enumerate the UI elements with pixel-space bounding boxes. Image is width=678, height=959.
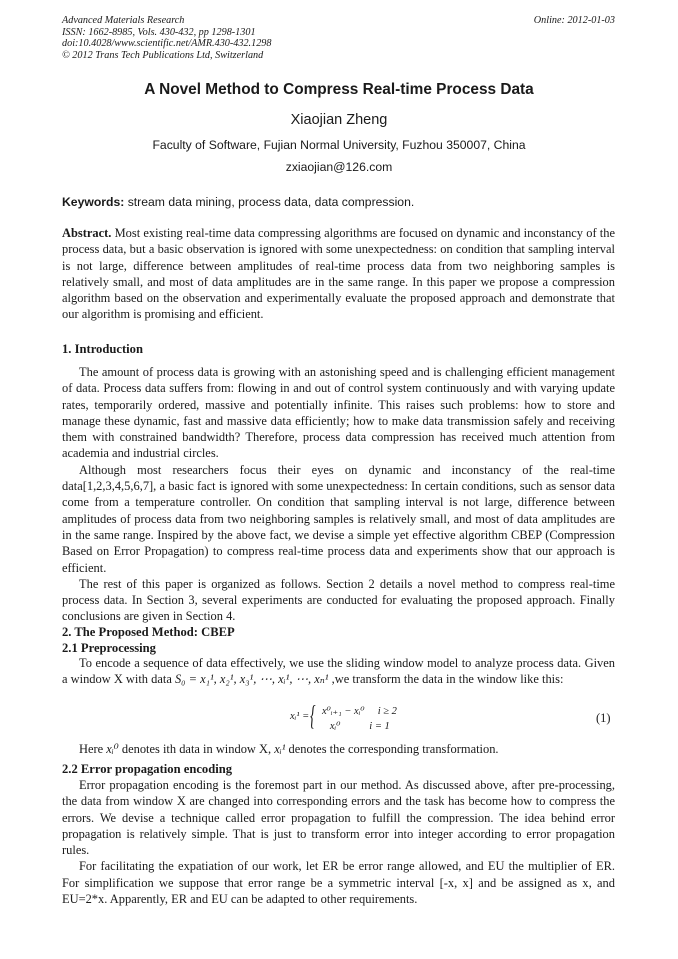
xi0-symbol: xᵢ⁰ [106, 742, 119, 756]
subsection-heading-error-propagation: 2.2 Error propagation encoding [62, 762, 233, 776]
abstract [62, 225, 615, 323]
journal-header [62, 15, 615, 61]
keywords-label: Keywords: [62, 195, 125, 209]
keywords [62, 195, 615, 209]
paper-title: A Novel Method to Compress Real-time Process Data [144, 81, 534, 98]
epe-paragraph-2: For facilitating the expatiation of our work, let ER be error range allowed, and EU the multiplier of ER. For simplification we suppose that error range be a symmetric interval [-x, x] and be assigned as x, and EU=2*x. Apparently, ER and EU can be adapted to other requirements. [62, 859, 615, 907]
intro-paragraph-3: The rest of this paper is organized as follows. Section 2 details a novel method to compress real-time process data. In Section 3, several experiments are conducted for evaluating the proposed approach. Finally conclusions are given in Section 4. [62, 576, 615, 624]
online-date: Online: 2012-01-03 [533, 15, 615, 26]
intro-paragraph-1: The amount of process data is growing with an astonishing speed and is challenging efficient management of data. Process data suffers from: flowing in and out of control system continuously and with varying update rates, temporarily ordered, massive and potentially infinite. This raises such problems: how to store and manage these dynamic, fast and massive data efficiently; how to make data transmission safely and receiving them with constrained bandwidth? Therefore, process data compression has received much attention from academia and industrial circles. [62, 365, 615, 461]
abstract-label: Abstract. [62, 226, 112, 240]
equation-cases [322, 705, 442, 735]
copyright-line: © 2012 Trans Tech Publications Ltd, Switzerland [62, 49, 264, 61]
preprocessing-body [62, 655, 615, 688]
equation-case-2: xᵢ⁰ i = 1 [329, 721, 390, 732]
equation-brace: { [310, 701, 316, 732]
author-affiliation: Faculty of Software, Fujian Normal University, Fuzhou 350007, China [152, 138, 526, 152]
xi1-symbol: xᵢ¹ [274, 742, 286, 756]
subsection-heading-preprocessing: 2.1 Preprocessing [62, 641, 156, 655]
equation-number: (1) [596, 711, 611, 725]
abstract-text: Most existing real-time data compressing algorithms are focused on dynamic and inconstancy of the process data, but a basic observation is ignored with some unexpectedness: on condition that sampling interval is not large, difference between amplitudes of real-time process data from two neighboring samples is relatively small, and most of data amplitudes are in the same range. In this paper we propose a compression algorithm based on the observation and experimentally evaluate the proposed approach and demonstrate that our algorithm is promising and efficient. [62, 226, 615, 322]
author-name: Xiaojian Zheng [290, 112, 388, 128]
author-email: zxiaojian@126.com [285, 160, 393, 174]
equation-explanation: Here xᵢ⁰ denotes ith data in window X, xᵢ¹ denotes the corresponding transformation. [79, 742, 499, 756]
intro-paragraph-2: Although most researchers focus their eyes on dynamic and inconstancy of the real-time data[1,2,3,4,5,6,7], a basic fact is ignored with some unexpectedness: In certain conditions, such as sensor data come from a temperature controller. On condition that sampling interval is not large, difference between amplitudes of process data from two neighboring samples is relatively small, and most of data amplitudes are in the same range. Inspired by the above fact, we devise a simple yet effective algorithm CBEP (Compression Based on Error Propagation) to compress real-time process data and experiments show that our approach is efficient. [62, 462, 615, 575]
issn-line: ISSN: 1662-8985, Vols. 430-432, pp 1298-1301 [62, 26, 256, 38]
error-propagation-body [62, 777, 615, 907]
sequence-formula: S₀ = x₁¹, x₂¹, x₃¹, ⋯, xᵢ¹, ⋯, xₙ¹ [174, 672, 329, 687]
equation-lhs: xᵢ¹ = [290, 711, 310, 722]
equation-case-1: x⁰ᵢ₊₁ − xᵢ⁰ i ≥ 2 [322, 706, 397, 717]
keywords-text: stream data mining, process data, data compression. [124, 195, 415, 209]
section-heading-method: 2. The Proposed Method: CBEP [62, 625, 235, 639]
epe-paragraph-1: Error propagation encoding is the foremost part in our method. As discussed above, after pre-processing, the data from window X are changed into corresponding errors and the task has become how to compress the errors. We devise a technique called error propagation to fulfill the compression. The idea behind error propagation is relatively simple. That is just to transform error into integer according to error propagation rules. [62, 778, 615, 858]
doi-line: doi:10.4028/www.scientific.net/AMR.430-432.1298 [62, 38, 272, 50]
journal-name: Advanced Materials Research [62, 15, 185, 26]
section-heading-introduction: 1. Introduction [62, 342, 143, 356]
preprocessing-text-a: To encode a sequence of data effectively, we use the sliding window model to analyze process data. Given a window X with data [62, 656, 615, 687]
preprocessing-text-b: ,we transform the data in the window like this: [328, 672, 564, 687]
introduction-body [62, 364, 615, 625]
